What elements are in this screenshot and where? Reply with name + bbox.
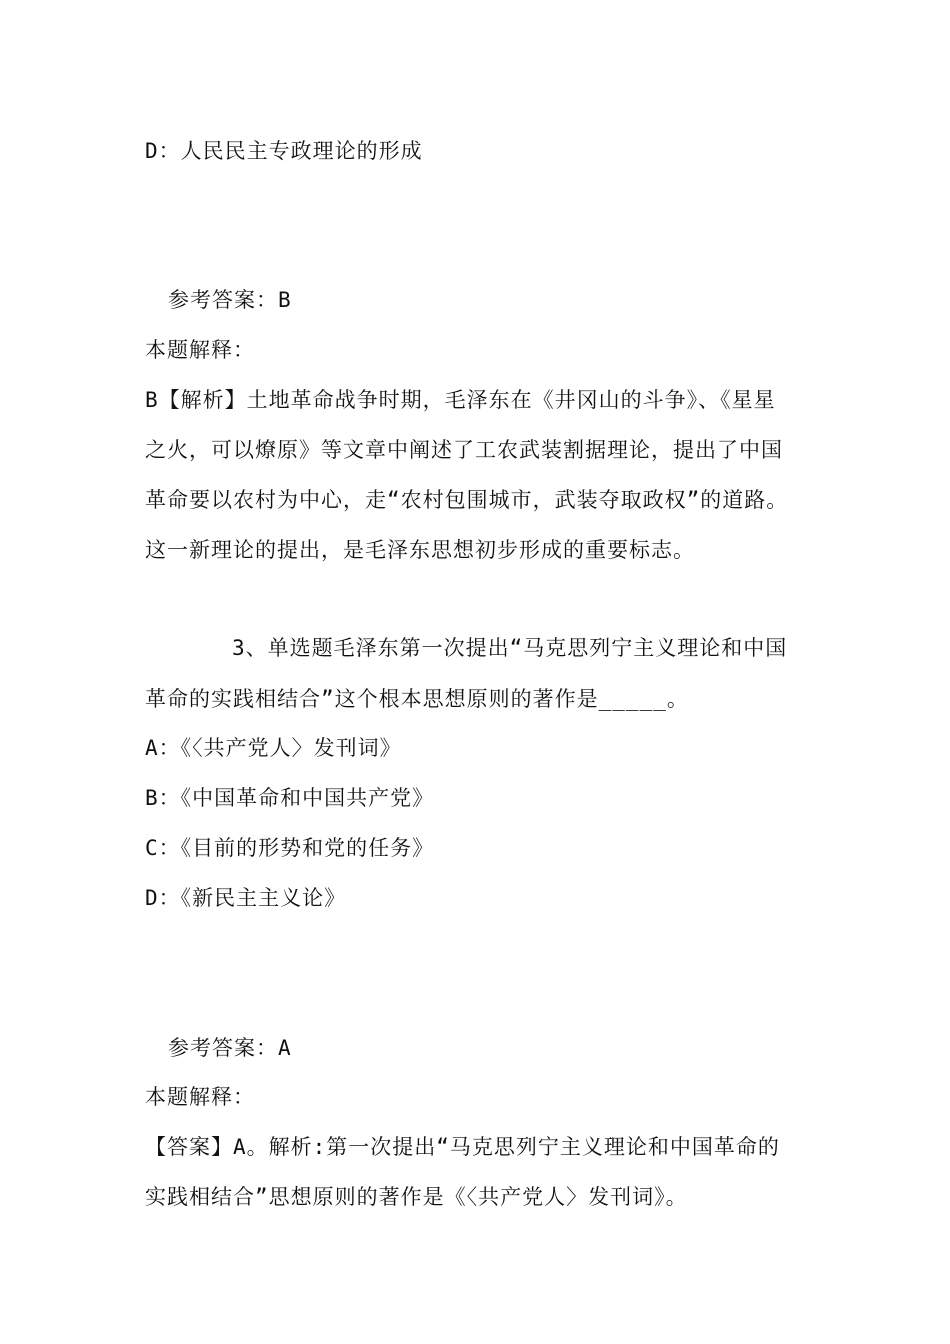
q2-explanation-label: 本题解释： bbox=[145, 338, 255, 362]
q2-reference-answer: 参考答案：B bbox=[168, 288, 292, 312]
q2-explanation-line: 革命要以农村为中心，走“农村包围城市，武装夺取政权”的道路。 bbox=[145, 488, 789, 512]
q3-explanation-line: 实践相结合”思想原则的著作是《〈共产党人〉发刊词》。 bbox=[145, 1185, 688, 1209]
q3-option-c: C：《目前的形势和党的任务》 bbox=[145, 836, 435, 860]
q3-explanation-line: 【答案】A。解析:第一次提出“马克思列宁主义理论和中国革命的 bbox=[145, 1135, 780, 1159]
q3-question-line: 3、单选题毛泽东第一次提出“马克思列宁主义理论和中国 bbox=[232, 636, 788, 660]
q3-explanation-label: 本题解释： bbox=[145, 1085, 255, 1109]
q3-option-d: D：《新民主主义论》 bbox=[145, 886, 347, 910]
q3-option-b: B：《中国革命和中国共产党》 bbox=[145, 786, 435, 810]
q3-reference-answer: 参考答案：A bbox=[168, 1036, 292, 1060]
q2-explanation-line: 之火，可以燎原》等文章中阐述了工农武装割据理论，提出了中国 bbox=[145, 438, 783, 462]
q2-explanation-line: B【解析】土地革命战争时期，毛泽东在《井冈山的斗争》、《星星 bbox=[145, 388, 776, 412]
q3-option-a: A：《〈共产党人〉发刊词》 bbox=[145, 736, 402, 760]
q3-question-line: 革命的实践相结合”这个根本思想原则的著作是_____。 bbox=[145, 687, 689, 711]
q2-option-d: D：人民民主专政理论的形成 bbox=[145, 139, 423, 163]
q2-explanation-line: 这一新理论的提出，是毛泽东思想初步形成的重要标志。 bbox=[145, 538, 695, 562]
